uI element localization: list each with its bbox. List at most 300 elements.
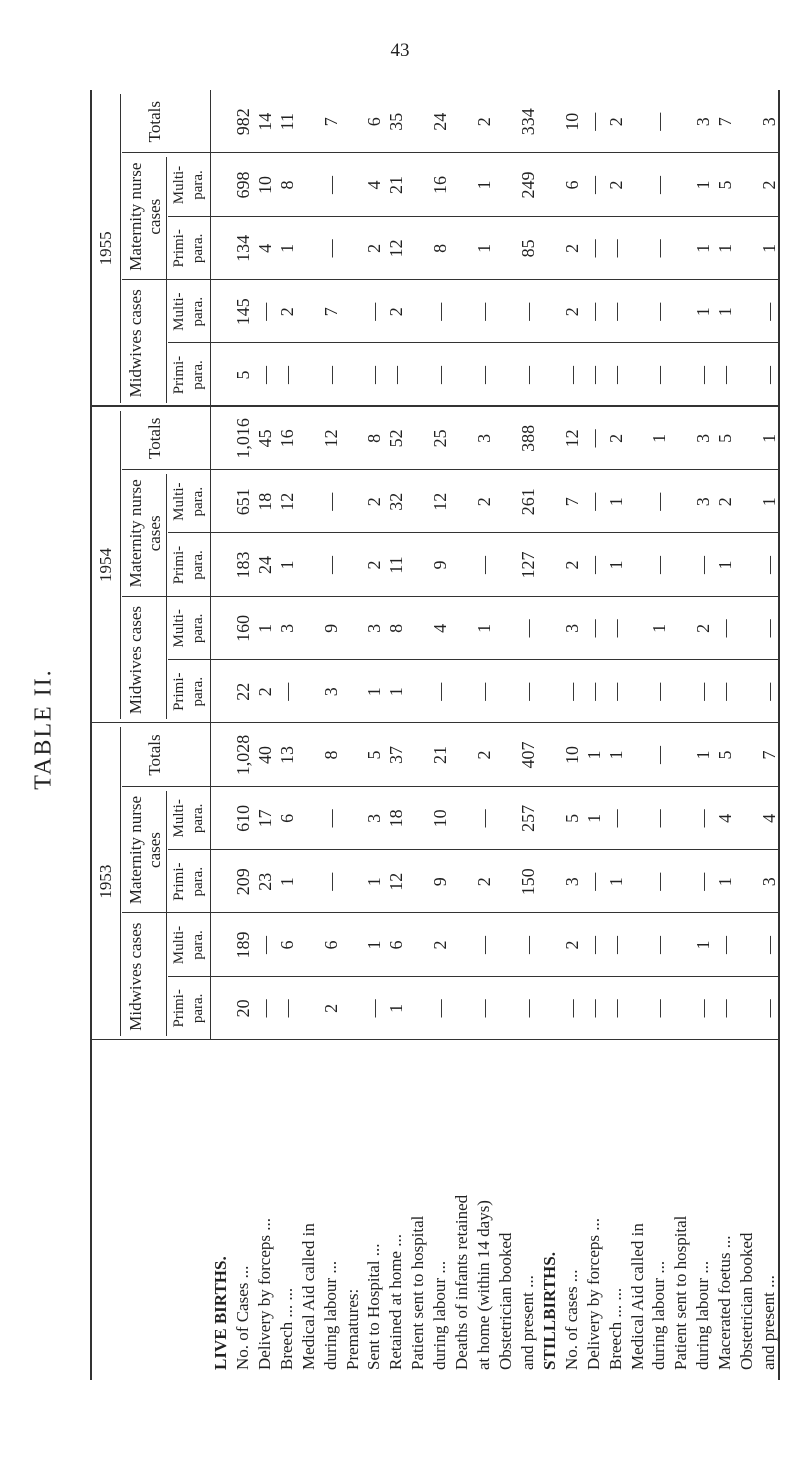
table-cell: — — [583, 619, 604, 638]
table-cell: — — [276, 682, 297, 701]
table-cell: — — [386, 366, 407, 385]
table-cell: — — [364, 302, 385, 321]
table-cell: — — [430, 302, 451, 321]
table-cell: 37 — [386, 746, 407, 765]
table-cell: 9 — [320, 623, 341, 633]
primi-para-header: Primi-para. — [171, 229, 206, 268]
table-cell: — — [605, 936, 626, 955]
table-cell: 35 — [386, 112, 407, 131]
row-label: Medical Aid called in — [298, 1223, 318, 1370]
table-cell: — — [517, 302, 538, 321]
table-cell: 2 — [605, 117, 626, 127]
table-cell: 14 — [254, 112, 275, 131]
table-cell: — — [474, 302, 495, 321]
table-cell: — — [474, 366, 495, 385]
table-cell: 1 — [693, 750, 714, 760]
table-cell: — — [649, 112, 670, 131]
table-cell: 2 — [320, 1003, 341, 1013]
table-cell: 2 — [430, 940, 451, 950]
row-label: Macerated foetus ... — [715, 1235, 735, 1370]
table-cell: 11 — [386, 556, 407, 574]
table-cell: — — [583, 429, 604, 448]
table-cell: — — [649, 176, 670, 195]
table-cell: 1 — [715, 307, 736, 317]
row-label: Prematures: — [342, 1288, 362, 1370]
table-cell: 2 — [759, 180, 780, 190]
table-cell: 610 — [232, 804, 253, 832]
table-cell: 1 — [364, 940, 385, 950]
table-cell: 7 — [759, 750, 780, 760]
table-cell: 1 — [364, 687, 385, 697]
table-cell: — — [583, 682, 604, 701]
table-cell: 5 — [561, 813, 582, 823]
table-cell: — — [561, 999, 582, 1018]
row-label: Obstetrician booked — [737, 1232, 757, 1370]
table-cell: 2 — [364, 560, 385, 570]
maternity-header: Maternity nurse cases — [126, 795, 164, 905]
section-heading: STILLBIRTHS. — [539, 1252, 559, 1370]
table-cell: 1 — [276, 243, 297, 253]
group-divider — [122, 912, 168, 913]
table-cell: 7 — [715, 117, 736, 127]
table-cell: 3 — [364, 623, 385, 633]
table-cell: 8 — [430, 243, 451, 253]
table-cell: — — [759, 682, 780, 701]
table-cell: 1 — [254, 623, 275, 633]
table-cell: 11 — [276, 113, 297, 131]
year-underline — [120, 94, 121, 403]
table-cell: 2 — [715, 497, 736, 507]
year-underline — [120, 727, 121, 1036]
table-cell: 3 — [320, 687, 341, 697]
table-cell: 32 — [386, 492, 407, 511]
table-cell: 5 — [715, 750, 736, 760]
table-cell: 1 — [605, 750, 626, 760]
table-cell: 3 — [474, 433, 495, 443]
table-cell: — — [474, 682, 495, 701]
table-cell: 2 — [474, 497, 495, 507]
table-cell: 1 — [605, 497, 626, 507]
multi-para-header: Multi-para. — [171, 165, 206, 205]
row-label: and present ... — [517, 1275, 537, 1370]
midwives-header: Midwives cases — [126, 605, 145, 715]
table-cell: 1 — [693, 307, 714, 317]
table-cell: — — [715, 366, 736, 385]
primi-para-header: Primi-para. — [171, 355, 206, 395]
table-cell: 3 — [693, 433, 714, 443]
year-underline — [120, 411, 121, 720]
table-cell: — — [320, 556, 341, 575]
midwives-header: Midwives cases — [126, 289, 145, 398]
table-cell: — — [649, 366, 670, 385]
table-cell: 4 — [254, 243, 275, 253]
maternity-header: Maternity nurse cases — [126, 479, 164, 588]
table-cell: 6 — [561, 180, 582, 190]
table-cell: 4 — [430, 623, 451, 633]
multi-para-header: Multi-para. — [171, 292, 206, 331]
table-cell: 6 — [276, 813, 297, 823]
table-cell: 2 — [364, 497, 385, 507]
table-cell: 3 — [759, 117, 780, 127]
header-bottom — [210, 90, 211, 1040]
table-cell: 1 — [583, 750, 604, 760]
table-cell: 20 — [232, 999, 253, 1018]
table-cell: 40 — [254, 746, 275, 765]
table-cell: — — [759, 619, 780, 638]
table-cell: — — [715, 682, 736, 701]
table-cell: 5 — [364, 750, 385, 760]
table-cell: — — [517, 619, 538, 638]
table-cell: 3 — [693, 497, 714, 507]
table-cell: — — [605, 302, 626, 321]
row-label: and present ... — [759, 1275, 779, 1370]
table-cell: 183 — [232, 551, 253, 579]
table-cell: 2 — [474, 117, 495, 127]
table-cell: 1 — [386, 1003, 407, 1013]
table-cell: — — [759, 999, 780, 1018]
table-cell: 1 — [759, 497, 780, 507]
table-cell: 2 — [561, 940, 582, 950]
table-cell: 10 — [430, 809, 451, 828]
row-label: Breech ... ... — [276, 1287, 296, 1370]
row-label: Delivery by forceps ... — [254, 1217, 274, 1370]
table-cell: 1 — [605, 560, 626, 570]
table-cell: 24 — [254, 556, 275, 575]
table-cell: — — [759, 556, 780, 575]
table-cell: 209 — [232, 868, 253, 896]
group-underline — [166, 474, 167, 719]
year-header: 1955 — [96, 231, 115, 266]
table-cell: 13 — [276, 746, 297, 765]
table-cell: — — [276, 999, 297, 1018]
page-number: 43 — [390, 40, 410, 61]
table-cell: 2 — [561, 307, 582, 317]
table-cell: — — [583, 936, 604, 955]
primi-para-header: Primi-para. — [171, 862, 206, 901]
row-label: during labour ... — [430, 1260, 450, 1370]
table-cell: 1 — [715, 560, 736, 570]
table-cell: 3 — [364, 813, 385, 823]
row-label: during labour ... — [693, 1260, 713, 1370]
table-cell: 1 — [649, 433, 670, 443]
table-cell: 2 — [364, 243, 385, 253]
table-cell: — — [583, 999, 604, 1018]
table-cell: 1 — [715, 877, 736, 887]
table-cell: — — [583, 556, 604, 575]
table-cell: — — [254, 999, 275, 1018]
table-border-top — [90, 90, 92, 1380]
table-cell: 1,028 — [232, 734, 253, 776]
table-cell: — — [474, 809, 495, 828]
table-cell: 3 — [561, 877, 582, 887]
table-cell: — — [430, 999, 451, 1018]
table-cell: — — [715, 999, 736, 1018]
table-cell: 3 — [276, 623, 297, 633]
year-header: 1953 — [96, 864, 115, 899]
table-cell: — — [583, 302, 604, 321]
totals-header: Totals — [145, 101, 164, 143]
table-cell: — — [605, 619, 626, 638]
table-cell: 52 — [386, 429, 407, 448]
table-cell: 257 — [517, 804, 538, 832]
table-cell: — — [474, 999, 495, 1018]
table-cell: 8 — [364, 433, 385, 443]
table-cell: 150 — [517, 868, 538, 896]
table-cell: — — [605, 239, 626, 258]
table-cell: 12 — [561, 429, 582, 448]
group-underline — [166, 157, 167, 402]
row-label: at home (within 14 days) — [474, 1200, 494, 1370]
table-cell: 334 — [517, 108, 538, 136]
table-cell: — — [759, 936, 780, 955]
table-cell: 21 — [386, 176, 407, 195]
table-cell: 25 — [430, 429, 451, 448]
primi-para-header: Primi-para. — [171, 989, 206, 1028]
section-heading: LIVE BIRTHS. — [210, 1256, 230, 1370]
table-cell: — — [474, 556, 495, 575]
table-cell: 2 — [561, 243, 582, 253]
table-cell: 1 — [364, 877, 385, 887]
row-label: during labour ... — [649, 1260, 669, 1370]
table-cell: 45 — [254, 429, 275, 448]
table-cell: — — [605, 682, 626, 701]
table-cell: — — [561, 682, 582, 701]
table-cell: — — [583, 492, 604, 511]
table-cell: 21 — [430, 746, 451, 765]
table-cell: 9 — [430, 560, 451, 570]
table-cell: 3 — [759, 877, 780, 887]
table-cell: 4 — [364, 180, 385, 190]
table-cell: — — [693, 872, 714, 891]
table-cell: 982 — [232, 108, 253, 136]
totals-header: Totals — [145, 734, 164, 776]
table-cell: — — [320, 872, 341, 891]
table-cell: — — [715, 936, 736, 955]
table-cell: — — [649, 872, 670, 891]
table-cell: 5 — [232, 370, 253, 380]
table-cell: — — [254, 302, 275, 321]
table-cell: 18 — [386, 809, 407, 828]
table-cell: 4 — [759, 813, 780, 823]
table-cell: 9 — [430, 877, 451, 887]
year-header: 1954 — [96, 548, 115, 583]
table-cell: — — [364, 999, 385, 1018]
table-cell: — — [649, 302, 670, 321]
table-cell: — — [649, 809, 670, 828]
multi-para-header: Multi-para. — [171, 925, 206, 965]
table-cell: — — [517, 366, 538, 385]
table-cell: 145 — [232, 298, 253, 326]
table-cell: 651 — [232, 488, 253, 516]
table-cell: — — [583, 872, 604, 891]
table-cell: 1 — [693, 940, 714, 950]
primi-para-header: Primi-para. — [171, 672, 206, 711]
table-cell: 1 — [759, 433, 780, 443]
table-cell: 2 — [474, 877, 495, 887]
table-cell: — — [320, 366, 341, 385]
table-cell: — — [693, 366, 714, 385]
multi-para-header: Multi-para. — [171, 609, 206, 648]
table-cell: 5 — [715, 180, 736, 190]
row-label: Patient sent to hospital — [671, 1215, 691, 1370]
row-label: Sent to Hospital ... — [364, 1243, 384, 1370]
table-cell: 160 — [232, 614, 253, 642]
table-cell: — — [320, 176, 341, 195]
table-cell: — — [693, 682, 714, 701]
table-cell: 3 — [561, 623, 582, 633]
table-cell: 12 — [276, 492, 297, 511]
table-cell: 1 — [474, 623, 495, 633]
row-label: Delivery by forceps ... — [583, 1217, 603, 1370]
table-cell: — — [561, 366, 582, 385]
table-cell: 6 — [386, 940, 407, 950]
table-cell: 8 — [276, 180, 297, 190]
table-cell: — — [254, 366, 275, 385]
table-caption: TABLE II. — [30, 668, 57, 790]
table-cell: — — [693, 556, 714, 575]
table-cell: 6 — [320, 940, 341, 950]
table-cell: — — [649, 492, 670, 511]
table-cell: 12 — [430, 492, 451, 511]
table-cell: — — [320, 809, 341, 828]
data-table — [90, 90, 780, 1380]
table-cell: — — [605, 366, 626, 385]
row-label: No. of Cases ... — [232, 1265, 252, 1370]
table-cell: 2 — [605, 180, 626, 190]
table-cell: — — [649, 239, 670, 258]
primi-para-header: Primi-para. — [171, 545, 206, 585]
table-cell: — — [693, 999, 714, 1018]
multi-para-header: Multi-para. — [171, 799, 206, 838]
table-cell: — — [759, 302, 780, 321]
table-cell: 12 — [386, 239, 407, 258]
table-cell: 7 — [320, 117, 341, 127]
table-cell: 2 — [474, 750, 495, 760]
row-label: No. of cases ... — [561, 1269, 581, 1370]
table-cell: 1 — [474, 243, 495, 253]
row-label: Patient sent to hospital — [408, 1215, 428, 1370]
table-cell: 16 — [276, 429, 297, 448]
multi-para-header: Multi-para. — [171, 482, 206, 521]
table-cell: 12 — [386, 872, 407, 891]
table-cell: 23 — [254, 872, 275, 891]
table-cell: 388 — [517, 424, 538, 452]
table-cell: 1 — [605, 877, 626, 887]
table-cell: 7 — [561, 497, 582, 507]
table-cell: 1 — [474, 180, 495, 190]
group-divider — [122, 279, 168, 280]
table-cell: 1,016 — [232, 418, 253, 459]
table-cell: 16 — [430, 176, 451, 195]
table-cell: — — [474, 936, 495, 955]
table-cell: — — [649, 936, 670, 955]
table-cell: 1 — [693, 243, 714, 253]
table-cell: 18 — [254, 492, 275, 511]
table-cell: — — [649, 999, 670, 1018]
table-cell: 3 — [693, 117, 714, 127]
table-cell: — — [320, 239, 341, 258]
table-cell: 6 — [276, 940, 297, 950]
table-cell: 134 — [232, 234, 253, 262]
table-cell: — — [320, 492, 341, 511]
table-cell: 17 — [254, 809, 275, 828]
table-cell: 2 — [605, 433, 626, 443]
table-cell: 1 — [276, 560, 297, 570]
table-cell: 1 — [715, 243, 736, 253]
table-cell: — — [517, 999, 538, 1018]
table-cell: 2 — [254, 687, 275, 697]
table-cell: — — [649, 682, 670, 701]
table-cell: 261 — [517, 488, 538, 516]
table-cell: 1 — [649, 623, 670, 633]
table-cell: 249 — [517, 171, 538, 199]
table-cell: 10 — [561, 746, 582, 765]
table-cell: — — [583, 366, 604, 385]
table-cell: 10 — [254, 176, 275, 195]
table-cell: 5 — [715, 433, 736, 443]
table-cell: — — [715, 619, 736, 638]
table-cell: 127 — [517, 551, 538, 579]
table-cell: 2 — [386, 307, 407, 317]
table-cell: — — [583, 112, 604, 131]
table-cell: 10 — [561, 112, 582, 131]
table-cell: — — [693, 809, 714, 828]
group-divider — [122, 596, 168, 597]
table-cell: 2 — [561, 560, 582, 570]
row-label: Medical Aid called in — [627, 1223, 647, 1370]
table-cell: 698 — [232, 171, 253, 199]
table-cell: — — [430, 366, 451, 385]
table-cell: — — [430, 682, 451, 701]
table-cell: 8 — [320, 750, 341, 760]
table-cell: — — [254, 936, 275, 955]
table-cell: 85 — [517, 239, 538, 258]
table-cell: 12 — [320, 429, 341, 448]
table-cell: 1 — [276, 877, 297, 887]
table-cell: 1 — [693, 180, 714, 190]
row-label: Deaths of infants retained — [452, 1194, 472, 1370]
table-cell: — — [276, 366, 297, 385]
table-cell: — — [583, 176, 604, 195]
row-label: during labour ... — [320, 1260, 340, 1370]
table-cell: 407 — [517, 741, 538, 769]
table-cell: 189 — [232, 931, 253, 959]
table-cell: — — [583, 239, 604, 258]
table-cell: 22 — [232, 682, 253, 701]
table-cell: — — [517, 682, 538, 701]
table-cell: 6 — [364, 117, 385, 127]
totals-header: Totals — [145, 417, 164, 459]
table-cell: — — [605, 809, 626, 828]
table-cell: — — [517, 936, 538, 955]
row-label: Retained at home ... — [386, 1234, 406, 1370]
row-label: Obstetrician booked — [495, 1232, 515, 1370]
table-cell: 1 — [759, 243, 780, 253]
table-cell: — — [649, 746, 670, 765]
table-cell: 4 — [715, 813, 736, 823]
table-cell: — — [364, 366, 385, 385]
table-cell: — — [605, 999, 626, 1018]
row-label: Breech ... ... — [605, 1287, 625, 1370]
table-cell: 24 — [430, 112, 451, 131]
table-cell: — — [649, 556, 670, 575]
table-cell: 8 — [386, 623, 407, 633]
table-cell: 1 — [583, 813, 604, 823]
table-cell: — — [759, 366, 780, 385]
midwives-header: Midwives cases — [126, 922, 145, 1031]
table-cell: 1 — [386, 687, 407, 697]
table-cell: 7 — [320, 307, 341, 317]
